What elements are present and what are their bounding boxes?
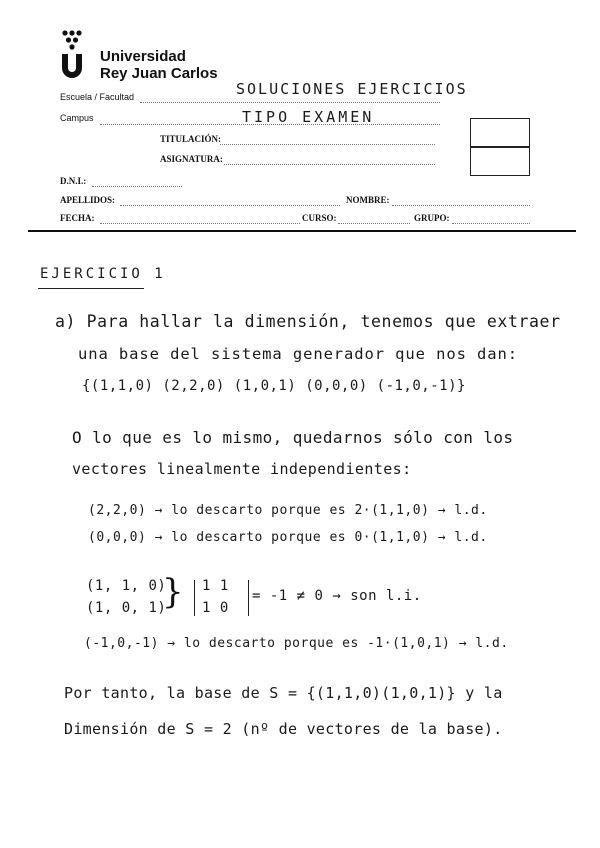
curso-field[interactable] xyxy=(338,223,410,224)
nombre-label: NOMBRE: xyxy=(346,195,390,205)
generator-set: {(1,1,0) (2,2,0) (1,0,1) (0,0,0) (-1,0,-1)} xyxy=(82,378,466,394)
right-brace: } xyxy=(162,572,184,612)
university-name xyxy=(100,48,218,82)
fecha-label: FECHA: xyxy=(60,213,95,223)
grade-box-bottom[interactable] xyxy=(470,146,530,176)
nombre-field[interactable] xyxy=(392,205,530,206)
header-divider xyxy=(28,230,576,232)
curso-label: CURSO: xyxy=(302,213,337,223)
det-row-2: 1 0 xyxy=(202,600,229,616)
escuela-field[interactable] xyxy=(140,102,440,103)
det-right-bar xyxy=(248,580,249,616)
answer-line-1: a) Para hallar la dimensión, tenemos que extraer xyxy=(55,312,561,331)
university-logo xyxy=(60,28,90,80)
det-left-bar xyxy=(194,580,195,616)
conclusion-line-2: Dimensión de S = 2 (nº de vectores de la base). xyxy=(64,720,503,738)
handwritten-title-2: TIPO EXAMEN xyxy=(242,108,375,126)
grupo-field[interactable] xyxy=(452,223,530,224)
vector-b: (1, 0, 1) xyxy=(86,600,167,616)
university-line-1: Universidad xyxy=(100,48,186,65)
titulacion-label: TITULACIÓN: xyxy=(160,134,222,144)
answer-line-2: una base del sistema generador que nos dan: xyxy=(78,345,518,363)
discard-line-3: (-1,0,-1) → lo descarto porque es -1·(1,0,1) → l.d. xyxy=(84,636,509,651)
conclusion-line-1: Por tanto, la base de S = {(1,1,0)(1,0,1)} y la xyxy=(64,684,503,702)
exercise-heading-underline xyxy=(38,288,144,289)
campus-label: Campus xyxy=(60,113,94,123)
det-row-1: 1 1 xyxy=(202,578,229,594)
discard-line-2: (0,0,0) → lo descarto porque es 0·(1,1,0) → l.d. xyxy=(88,530,488,545)
asignatura-label: ASIGNATURA: xyxy=(160,154,223,164)
discard-line-1: (2,2,0) → lo descarto porque es 2·(1,1,0) → l.d. xyxy=(88,503,488,518)
exercise-heading: EJERCICIO 1 xyxy=(40,266,166,282)
handwritten-title-1: SOLUCIONES EJERCICIOS xyxy=(236,80,468,98)
campus-field[interactable] xyxy=(100,124,440,125)
apellidos-label: APELLIDOS: xyxy=(60,195,116,205)
escuela-label: Escuela / Facultad xyxy=(60,92,135,102)
apellidos-field[interactable] xyxy=(120,205,340,206)
vector-a: (1, 1, 0) xyxy=(86,578,167,594)
university-line-2: Rey Juan Carlos xyxy=(100,65,218,82)
det-result: = -1 ≠ 0 → son l.i. xyxy=(252,588,422,604)
dni-label: D.N.I.: xyxy=(60,176,87,186)
dni-field[interactable] xyxy=(92,186,182,187)
titulacion-field[interactable] xyxy=(220,144,435,145)
answer-line-4: O lo que es lo mismo, quedarnos sólo con los xyxy=(72,428,514,447)
asignatura-field[interactable] xyxy=(224,164,435,165)
grupo-label: GRUPO: xyxy=(414,213,450,223)
grade-box-top[interactable] xyxy=(470,118,530,148)
fecha-field[interactable] xyxy=(100,223,300,224)
answer-line-5: vectores linealmente independientes: xyxy=(72,460,412,478)
